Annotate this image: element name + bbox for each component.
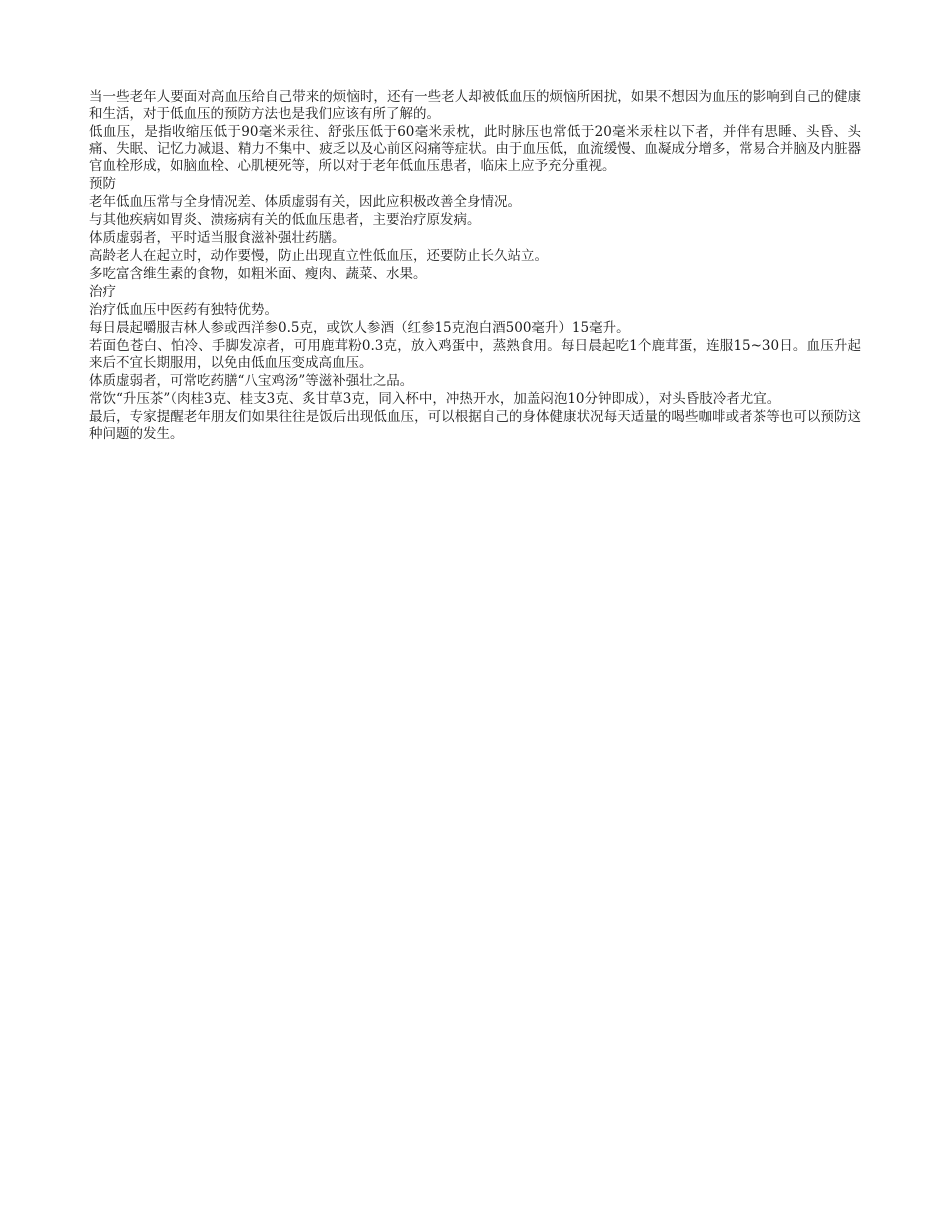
definition-paragraph: 低血压，是指收缩压低于90毫米汞往、舒张压低于60毫米汞枕，此时脉压也常低于20毫米汞柱以下者，并伴有思睡、头昏、头痛、失眠、记忆力减退、精力不集中、疲乏以及心前区闷痛等症状。由于血压低，血流缓慢、血凝成分增多，常易合并脑及内脏器官血栓形成，如脑血栓、心肌梗死等，所以对于老年低血压患者，临床上应予充分重视。 [89,124,861,174]
closing-paragraph: 最后，专家提醒老年朋友们如果往往是饭后出现低血压，可以根据自己的身体健康状况每天适量的喝些咖啡或者茶等也可以预防这种问题的发生。 [89,409,861,442]
section-heading-treatment: 治疗 [89,284,116,300]
prevention-item: 与其他疾病如胃炎、溃疡病有关的低血压患者，主要治疗原发病。 [89,212,481,228]
prevention-item: 高龄老人在起立时，动作要慢，防止出现直立性低血压，还要防止长久站立。 [89,248,548,264]
document-body [89,89,861,444]
treatment-item: 常饮“升压茶”（肉桂3克、桂支3克、炙甘草3克，同入杯中，冲热开水，加盖闷泡10分钟即成），对头昏肢冷者尤宜。 [89,391,781,407]
intro-paragraph: 当一些老年人要面对高血压给自己带来的烦恼时，还有一些老人却被低血压的烦恼所困扰，如果不想因为血压的影响到自己的健康和生活，对于低血压的预防方法也是我们应该有所了解的。 [89,89,861,122]
treatment-item: 每日晨起嚼服吉林人参或西洋参0.5克，或饮人参酒（红参15克泡白酒500毫升）15毫升。 [89,320,630,336]
prevention-item: 体质虚弱者，平时适当服食滋补强壮药膳。 [89,230,346,246]
treatment-item: 体质虚弱者，可常吃药膳“八宝鸡汤”等滋补强壮之品。 [89,373,414,389]
prevention-item: 多吃富含维生素的食物，如粗米面、瘦肉、蔬菜、水果。 [89,266,427,282]
section-heading-prevention: 预防 [89,176,116,192]
treatment-item: 治疗低血压中医药有独特优势。 [89,302,278,318]
treatment-item: 若面色苍白、怕冷、手脚发凉者，可用鹿茸粉0.3克，放入鸡蛋中，蒸熟食用。每日晨起吃1个鹿茸蛋，连服15~30日。血压升起来后不宜长期服用，以免由低血压变成高血压。 [89,338,861,371]
prevention-item: 老年低血压常与全身情况差、体质虚弱有关，因此应积极改善全身情况。 [89,194,521,210]
